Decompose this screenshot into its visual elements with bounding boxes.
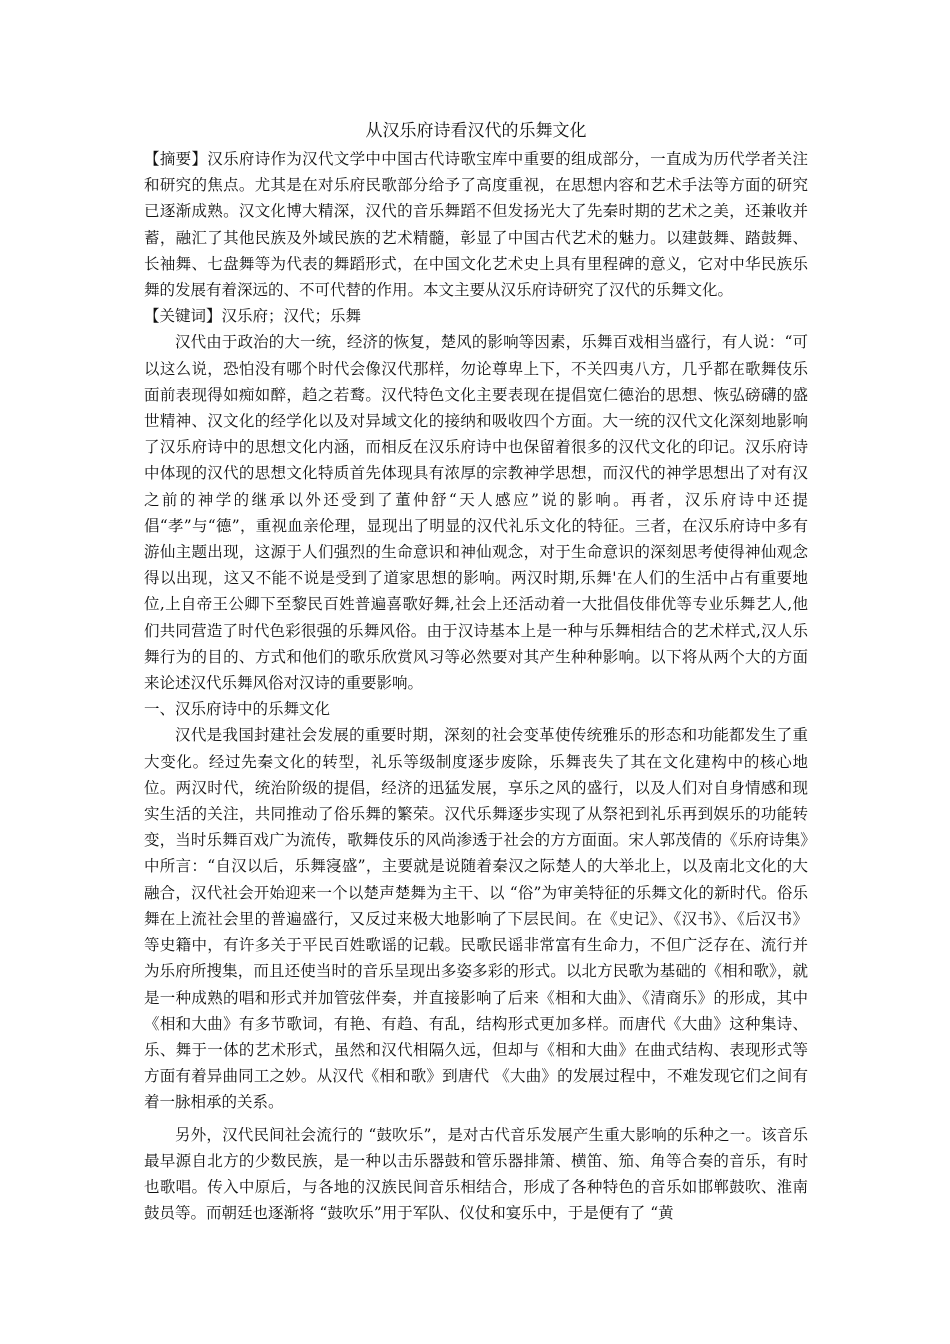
section1-paragraph-2: 另外，汉代民间社会流行的 “鼓吹乐”，是对古代音乐发展产生重大影响的乐种之一。该音乐最早源自北方的少数民族，是一种以击乐器鼓和管乐器排箫、横笛、笳、角等合奏的音乐，有时也歌唱。传入中原后，与各地的汉族民间音乐相结合，形成了各种特色的音乐如邯郸鼓吹、淮南鼓员等。而朝廷也逐渐将 “鼓吹乐”用于军队、仪仗和宴乐中，于是便有了 “黄 xyxy=(144,1125,808,1223)
document-page xyxy=(144,118,808,1226)
intro-paragraph: 汉代由于政治的大一统，经济的恢复，楚风的影响等因素，乐舞百戏相当盛行，有人说：“可以这么说，恐怕没有哪个时代会像汉代那样，勿论尊卑上下，不关四夷八方，几乎都在歌舞伎乐面前表现得如痴如醉，趋之若鹜。汉代特色文化主要表现在提倡宽仁德治的思想、恢弘磅礴的盛世精神、汉文化的经学化以及对异域文化的接纳和吸收四个方面。大一统的汉代文化深刻地影响了汉乐府诗中的思想文化内涵，而相反在汉乐府诗中也保留着很多的汉代文化的印记。汉乐府诗中体现的汉代的思想文化特质首先体现具有浓厚的宗教神学思想，而汉代的神学思想出了对有汉之前的神学的继承以外还受到了董仲舒“天人感应”说的影响。再者，汉乐府诗中还提倡“孝”与“德”，重视血亲伦理，显现出了明显的汉代礼乐文化的特征。三者，在汉乐府诗中多有游仙主题出现，这源于人们强烈的生命意识和神仙观念，对于生命意识的深刻思考使得神仙观念得以出现，这又不能不说是受到了道家思想的影响。两汉时期,乐舞'在人们的生活中占有重要地位,上自帝王公卿下至黎民百姓普遍喜歌好舞,社会上还活动着一大批倡伎俳优等专业乐舞艺人,他们共同营造了时代色彩很强的乐舞风俗。由于汉诗基本上是一种与乐舞相结合的艺术样式,汉人乐舞行为的目的、方式和他们的歌乐欣赏风习等必然要对其产生种种影响。以下将从两个大的方面来论述汉代乐舞风俗对汉诗的重要影响。 xyxy=(144,333,808,693)
keywords-line: 【关键词】汉乐府；汉代；乐舞 xyxy=(144,307,362,326)
section-heading: 一、汉乐府诗中的乐舞文化 xyxy=(144,700,331,719)
section1-paragraph-1: 汉代是我国封建社会发展的重要时期，深刻的社会变革使传统雅乐的形态和功能都发生了重大变化。经过先秦文化的转型，礼乐等级制度逐步废除，乐舞丧失了其在文化建构中的核心地位。两汉时代，统治阶级的提倡，经济的迅猛发展，享乐之风的盛行，以及人们对自身情感和现实生活的关注，共同推动了俗乐舞的繁荣。汉代乐舞逐步实现了从祭祀到礼乐再到娱乐的功能转变，当时乐舞百戏广为流传，歌舞伎乐的风尚渗透于社会的方方面面。宋人郭茂倩的《乐府诗集》中所言：“自汉以后，乐舞寖盛”，主要就是说随着秦汉之际楚人的大举北上，以及南北文化的大融合，汉代社会开始迎来一个以楚声楚舞为主干、以 “俗”为审美特征的乐舞文化的新时代。俗乐舞在上流社会里的普遍盛行，又反过来极大地影响了下层民间。在《史记》、《汉书》、《后汉书》等史籍中，有许多关于平民百姓歌谣的记载。民歌民谣非常富有生命力，不但广泛存在、流行并为乐府所搜集，而且还使当时的音乐呈现出多姿多彩的形式。以北方民歌为基础的《相和歌》，就是一种成熟的唱和形式并加管弦伴奏，并直接影响了后来《相和大曲》、《清商乐》的形成，其中《相和大曲》有多节歌词，有艳、有趋、有乱，结构形式更加多样。而唐代《大曲》这种集诗、乐、舞于一体的艺术形式，虽然和汉代相隔久远，但却与《相和大曲》在曲式结构、表现形式等方面有着异曲同工之妙。从汉代《相和歌》到唐代 《大曲》的发展过程中，不难发现它们之间有着一脉相承的关系。 xyxy=(144,726,808,1112)
document-title: 从汉乐府诗看汉代的乐舞文化 xyxy=(365,121,587,141)
abstract-paragraph: 【摘要】汉乐府诗作为汉代文学中中国古代诗歌宝库中重要的组成部分，一直成为历代学者关注和研究的焦点。尤其是在对乐府民歌部分给予了高度重视，在思想内容和艺术手法等方面的研究已逐渐成熟。汉文化博大精深，汉代的音乐舞蹈不但发扬光大了先秦时期的艺术之美，还兼收并蓄，融汇了其他民族及外域民族的艺术精髓，彰显了中国古代艺术的魅力。以建鼓舞、踏鼓舞、长袖舞、七盘舞等为代表的舞蹈形式，在中国文化艺术史上具有里程碑的意义，它对中华民族乐舞的发展有着深远的、不可代替的作用。本文主要从汉乐府诗研究了汉代的乐舞文化。 xyxy=(144,150,808,300)
